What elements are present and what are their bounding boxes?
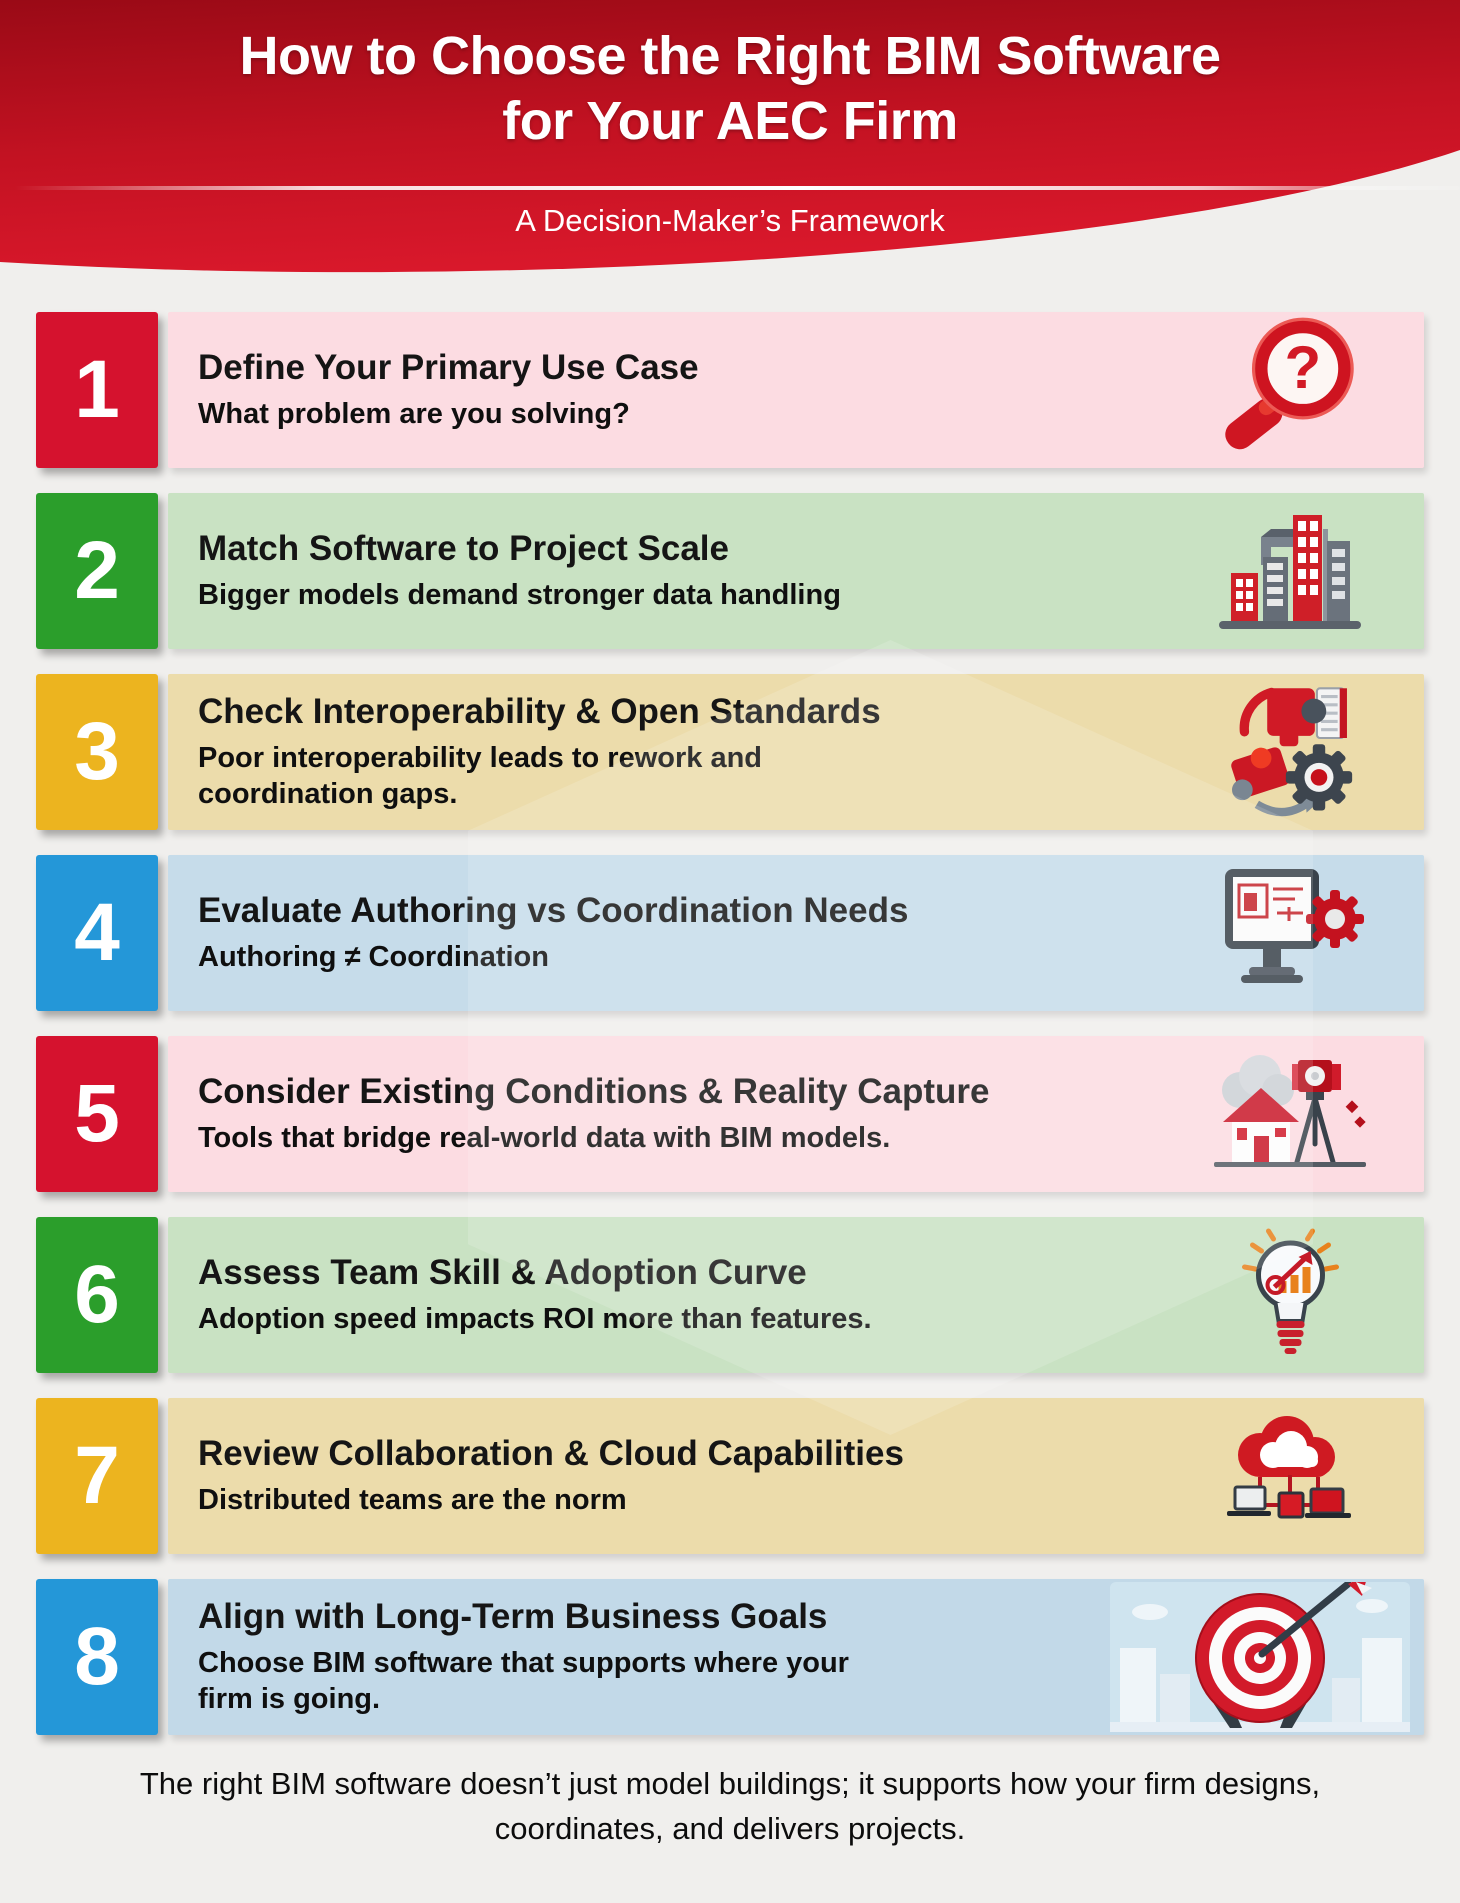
step-number-badge: 7 (36, 1398, 158, 1554)
svg-text:?: ? (1284, 333, 1322, 401)
footer (0, 1762, 1460, 1852)
magnifier-question-icon (1164, 315, 1416, 465)
step-number-badge: 6 (36, 1217, 158, 1373)
step-band (168, 855, 1424, 1011)
buildings-icon (1164, 501, 1416, 641)
step-number-badge: 3 (36, 674, 158, 830)
step-title: Consider Existing Conditions & Reality Capture (198, 1071, 990, 1111)
step-row-5 (36, 1036, 1424, 1192)
header-banner (0, 0, 1460, 280)
step-number-badge: 1 (36, 312, 158, 468)
step-title: Define Your Primary Use Case (198, 347, 699, 387)
step-band (168, 1217, 1424, 1373)
step-band (168, 312, 1424, 468)
step-description: Authoring ≠ Coordination (198, 940, 549, 973)
step-number-badge: 8 (36, 1579, 158, 1735)
cloud-network-icon (1164, 1409, 1416, 1544)
step-description: Bigger models demand stronger data handling (198, 578, 841, 611)
step-description: Tools that bridge real-world data with BIM models. (198, 1121, 891, 1154)
step-title: Assess Team Skill & Adoption Curve (198, 1252, 807, 1292)
house-scanner-icon (1164, 1044, 1416, 1184)
steps-list (36, 312, 1424, 1760)
step-title: Review Collaboration & Cloud Capabilities (198, 1433, 904, 1473)
step-band (168, 674, 1424, 830)
step-row-1 (36, 312, 1424, 468)
step-description: Poor interoperability leads to rework and coordination gaps. (198, 742, 763, 810)
page-title-line1: How to Choose the Right BIM Software (239, 26, 1221, 86)
step-band (168, 1398, 1424, 1554)
step-row-6 (36, 1217, 1424, 1373)
step-row-7 (36, 1398, 1424, 1554)
step-number-badge: 4 (36, 855, 158, 1011)
step-row-4 (36, 855, 1424, 1011)
step-description: Adoption speed impacts ROI more than features. (198, 1302, 872, 1335)
page-title-line2: for Your AEC Firm (502, 90, 958, 151)
step-title: Evaluate Authoring vs Coordination Needs (198, 890, 909, 930)
step-band (168, 1036, 1424, 1192)
step-row-2 (36, 493, 1424, 649)
step-band (168, 1579, 1424, 1735)
step-title: Align with Long-Term Business Goals (198, 1597, 828, 1636)
puzzle-gear-icon (1164, 680, 1416, 825)
lightbulb-growth-icon (1164, 1225, 1416, 1365)
step-band (168, 493, 1424, 649)
step-number-badge: 5 (36, 1036, 158, 1192)
target-dart-icon (1104, 1582, 1416, 1732)
step-title: Match Software to Project Scale (198, 528, 729, 568)
step-description: What problem are you solving? (198, 397, 630, 430)
header-divider-line (0, 186, 1460, 190)
step-description: Distributed teams are the norm (198, 1483, 627, 1516)
step-title: Check Interoperability & Open Standards (198, 692, 881, 731)
monitor-gear-icon (1164, 863, 1416, 1003)
step-row-8 (36, 1579, 1424, 1735)
step-number-badge: 2 (36, 493, 158, 649)
page-subtitle: A Decision-Maker’s Framework (515, 203, 945, 238)
footer-note: The right BIM software doesn’t just model buildings; it supports how your firm designs, coordinates, and delivers projects. (139, 1766, 1321, 1846)
step-row-3 (36, 674, 1424, 830)
step-description: Choose BIM software that supports where your firm is going. (198, 1647, 849, 1715)
page-title (0, 24, 1460, 154)
